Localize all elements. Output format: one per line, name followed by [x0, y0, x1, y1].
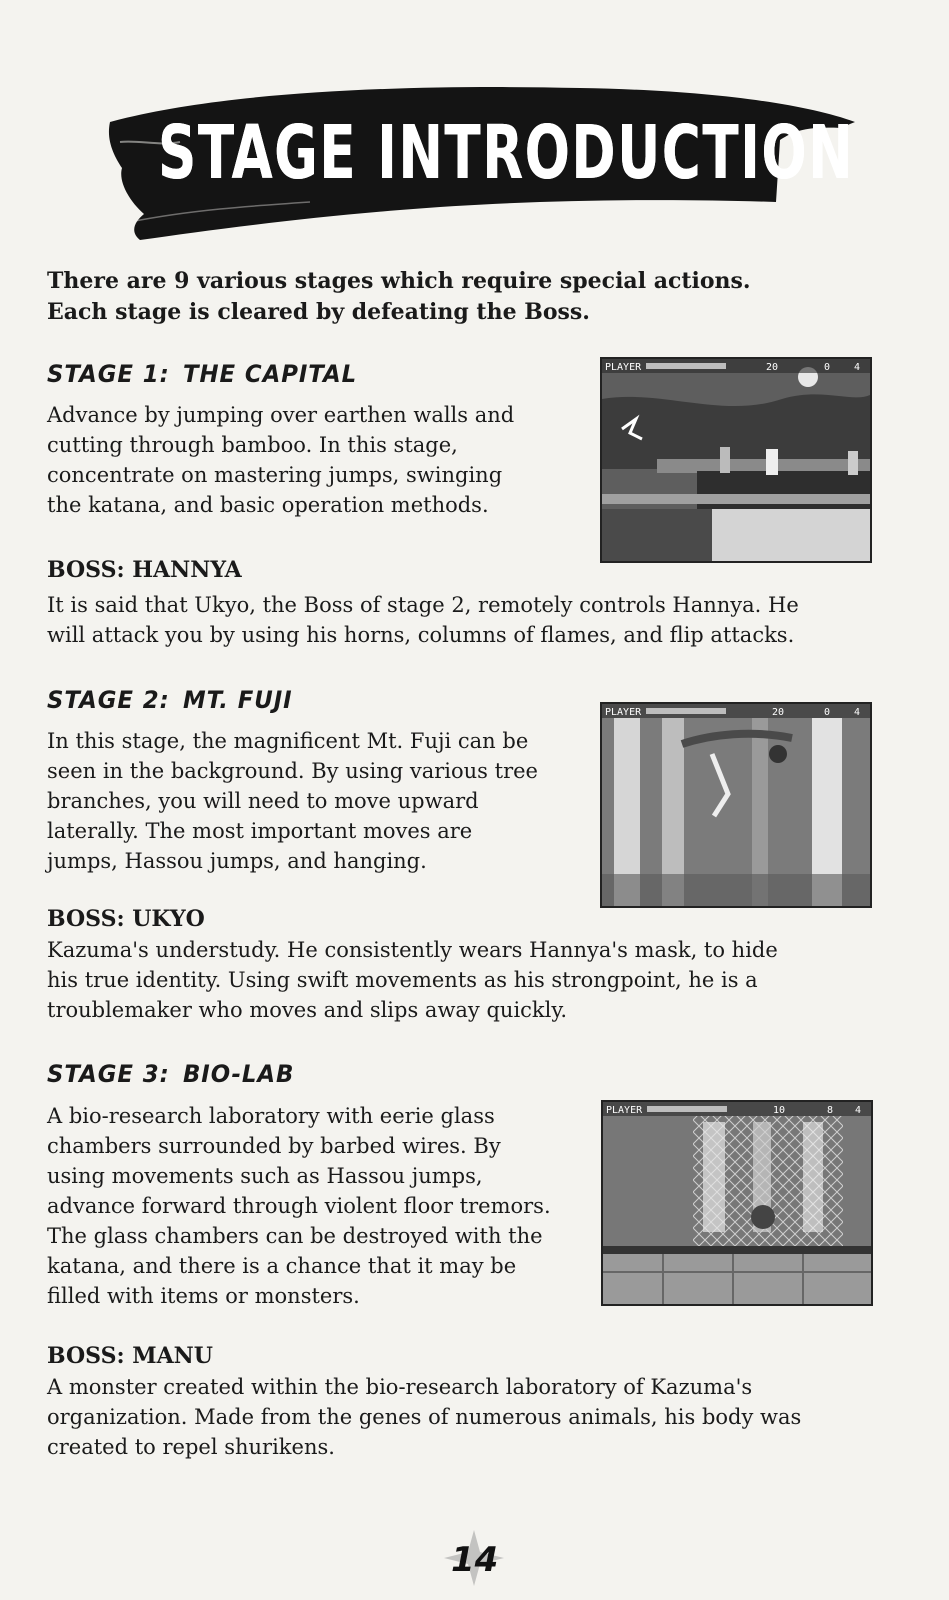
hud-left: 20 — [766, 362, 779, 373]
hud-right: 4 — [854, 707, 861, 718]
hud-player: PLAYER — [605, 707, 642, 718]
stage-2-name: MT. FUJI — [182, 686, 293, 714]
stage-1-boss-description — [47, 590, 799, 650]
stage-1-heading — [47, 360, 357, 388]
hud-left: 20 — [772, 707, 785, 718]
intro-text — [47, 266, 887, 328]
boss-line: troublemaker who moves and slips away quickly. — [47, 998, 568, 1022]
description-line: seen in the background. By using various tree — [47, 759, 538, 783]
hud-mid: 0 — [824, 707, 831, 718]
stage-1-boss-label: BOSS: HANNYA — [47, 557, 242, 583]
page-title: STAGE INTRODUCTION — [158, 110, 855, 196]
intro-line: Each stage is cleared by defeating the Boss. — [47, 299, 590, 325]
hud-right: 4 — [854, 362, 861, 373]
hud-right: 4 — [855, 1105, 862, 1116]
stage-2-boss-label: BOSS: UKYO — [47, 906, 205, 932]
boss-line: his true identity. Using swift movements as his strongpoint, he is a — [47, 968, 758, 992]
stage-3-boss-description — [47, 1372, 801, 1462]
stage-2-heading — [47, 686, 293, 714]
stage-3-screenshot — [601, 1100, 873, 1306]
description-line: advance forward through violent floor tremors. — [47, 1194, 551, 1218]
intro-line: There are 9 various stages which require special actions. — [47, 268, 751, 294]
boss-line: A monster created within the bio-research laboratory of Kazuma's — [47, 1375, 753, 1399]
description-line: cutting through bamboo. In this stage, — [47, 433, 458, 457]
stage-1-screenshot — [600, 357, 872, 563]
description-line: filled with items or monsters. — [47, 1284, 360, 1308]
stage-2-number: STAGE 2: — [47, 686, 170, 714]
description-line: A bio-research laboratory with eerie glass — [47, 1104, 495, 1128]
hud-player: PLAYER — [605, 362, 642, 373]
description-line: the katana, and basic operation methods. — [47, 493, 489, 517]
description-line: jumps, Hassou jumps, and hanging. — [47, 849, 427, 873]
stage-2-description — [47, 726, 538, 876]
stage-2-screenshot — [600, 702, 872, 908]
stage-1-description — [47, 400, 514, 520]
stage-1-number: STAGE 1: — [47, 360, 170, 388]
stage-3-description — [47, 1101, 551, 1311]
description-line: chambers surrounded by barbed wires. By — [47, 1134, 501, 1158]
hud-mid: 0 — [824, 362, 831, 373]
boss-line: Kazuma's understudy. He consistently wears Hannya's mask, to hide — [47, 938, 778, 962]
description-line: The glass chambers can be destroyed with the — [47, 1224, 543, 1248]
description-line: katana, and there is a chance that it may be — [47, 1254, 517, 1278]
stage-3-heading — [47, 1060, 294, 1088]
boss-line: created to repel shurikens. — [47, 1435, 335, 1459]
stage-2-boss-description — [47, 935, 778, 1025]
description-line: laterally. The most important moves are — [47, 819, 473, 843]
stage-3-number: STAGE 3: — [47, 1060, 170, 1088]
description-line: branches, you will need to move upward — [47, 789, 479, 813]
stage-1-name: THE CAPITAL — [182, 360, 358, 388]
page-number-badge — [434, 1528, 514, 1588]
stage-3-name: BIO-LAB — [182, 1060, 295, 1088]
boss-line: It is said that Ukyo, the Boss of stage 2, remotely controls Hannya. He — [47, 593, 799, 617]
page-number: 14 — [451, 1540, 499, 1580]
boss-line: organization. Made from the genes of numerous animals, his body was — [47, 1405, 802, 1429]
stage-3-boss-label: BOSS: MANU — [47, 1343, 213, 1369]
hud-player: PLAYER — [606, 1105, 643, 1116]
description-line: Advance by jumping over earthen walls and — [47, 403, 515, 427]
boss-line: will attack you by using his horns, columns of flames, and flip attacks. — [47, 623, 795, 647]
description-line: using movements such as Hassou jumps, — [47, 1164, 483, 1188]
hud-mid: 8 — [827, 1105, 834, 1116]
hud-left: 10 — [773, 1105, 786, 1116]
description-line: In this stage, the magnificent Mt. Fuji can be — [47, 729, 529, 753]
description-line: concentrate on mastering jumps, swinging — [47, 463, 503, 487]
